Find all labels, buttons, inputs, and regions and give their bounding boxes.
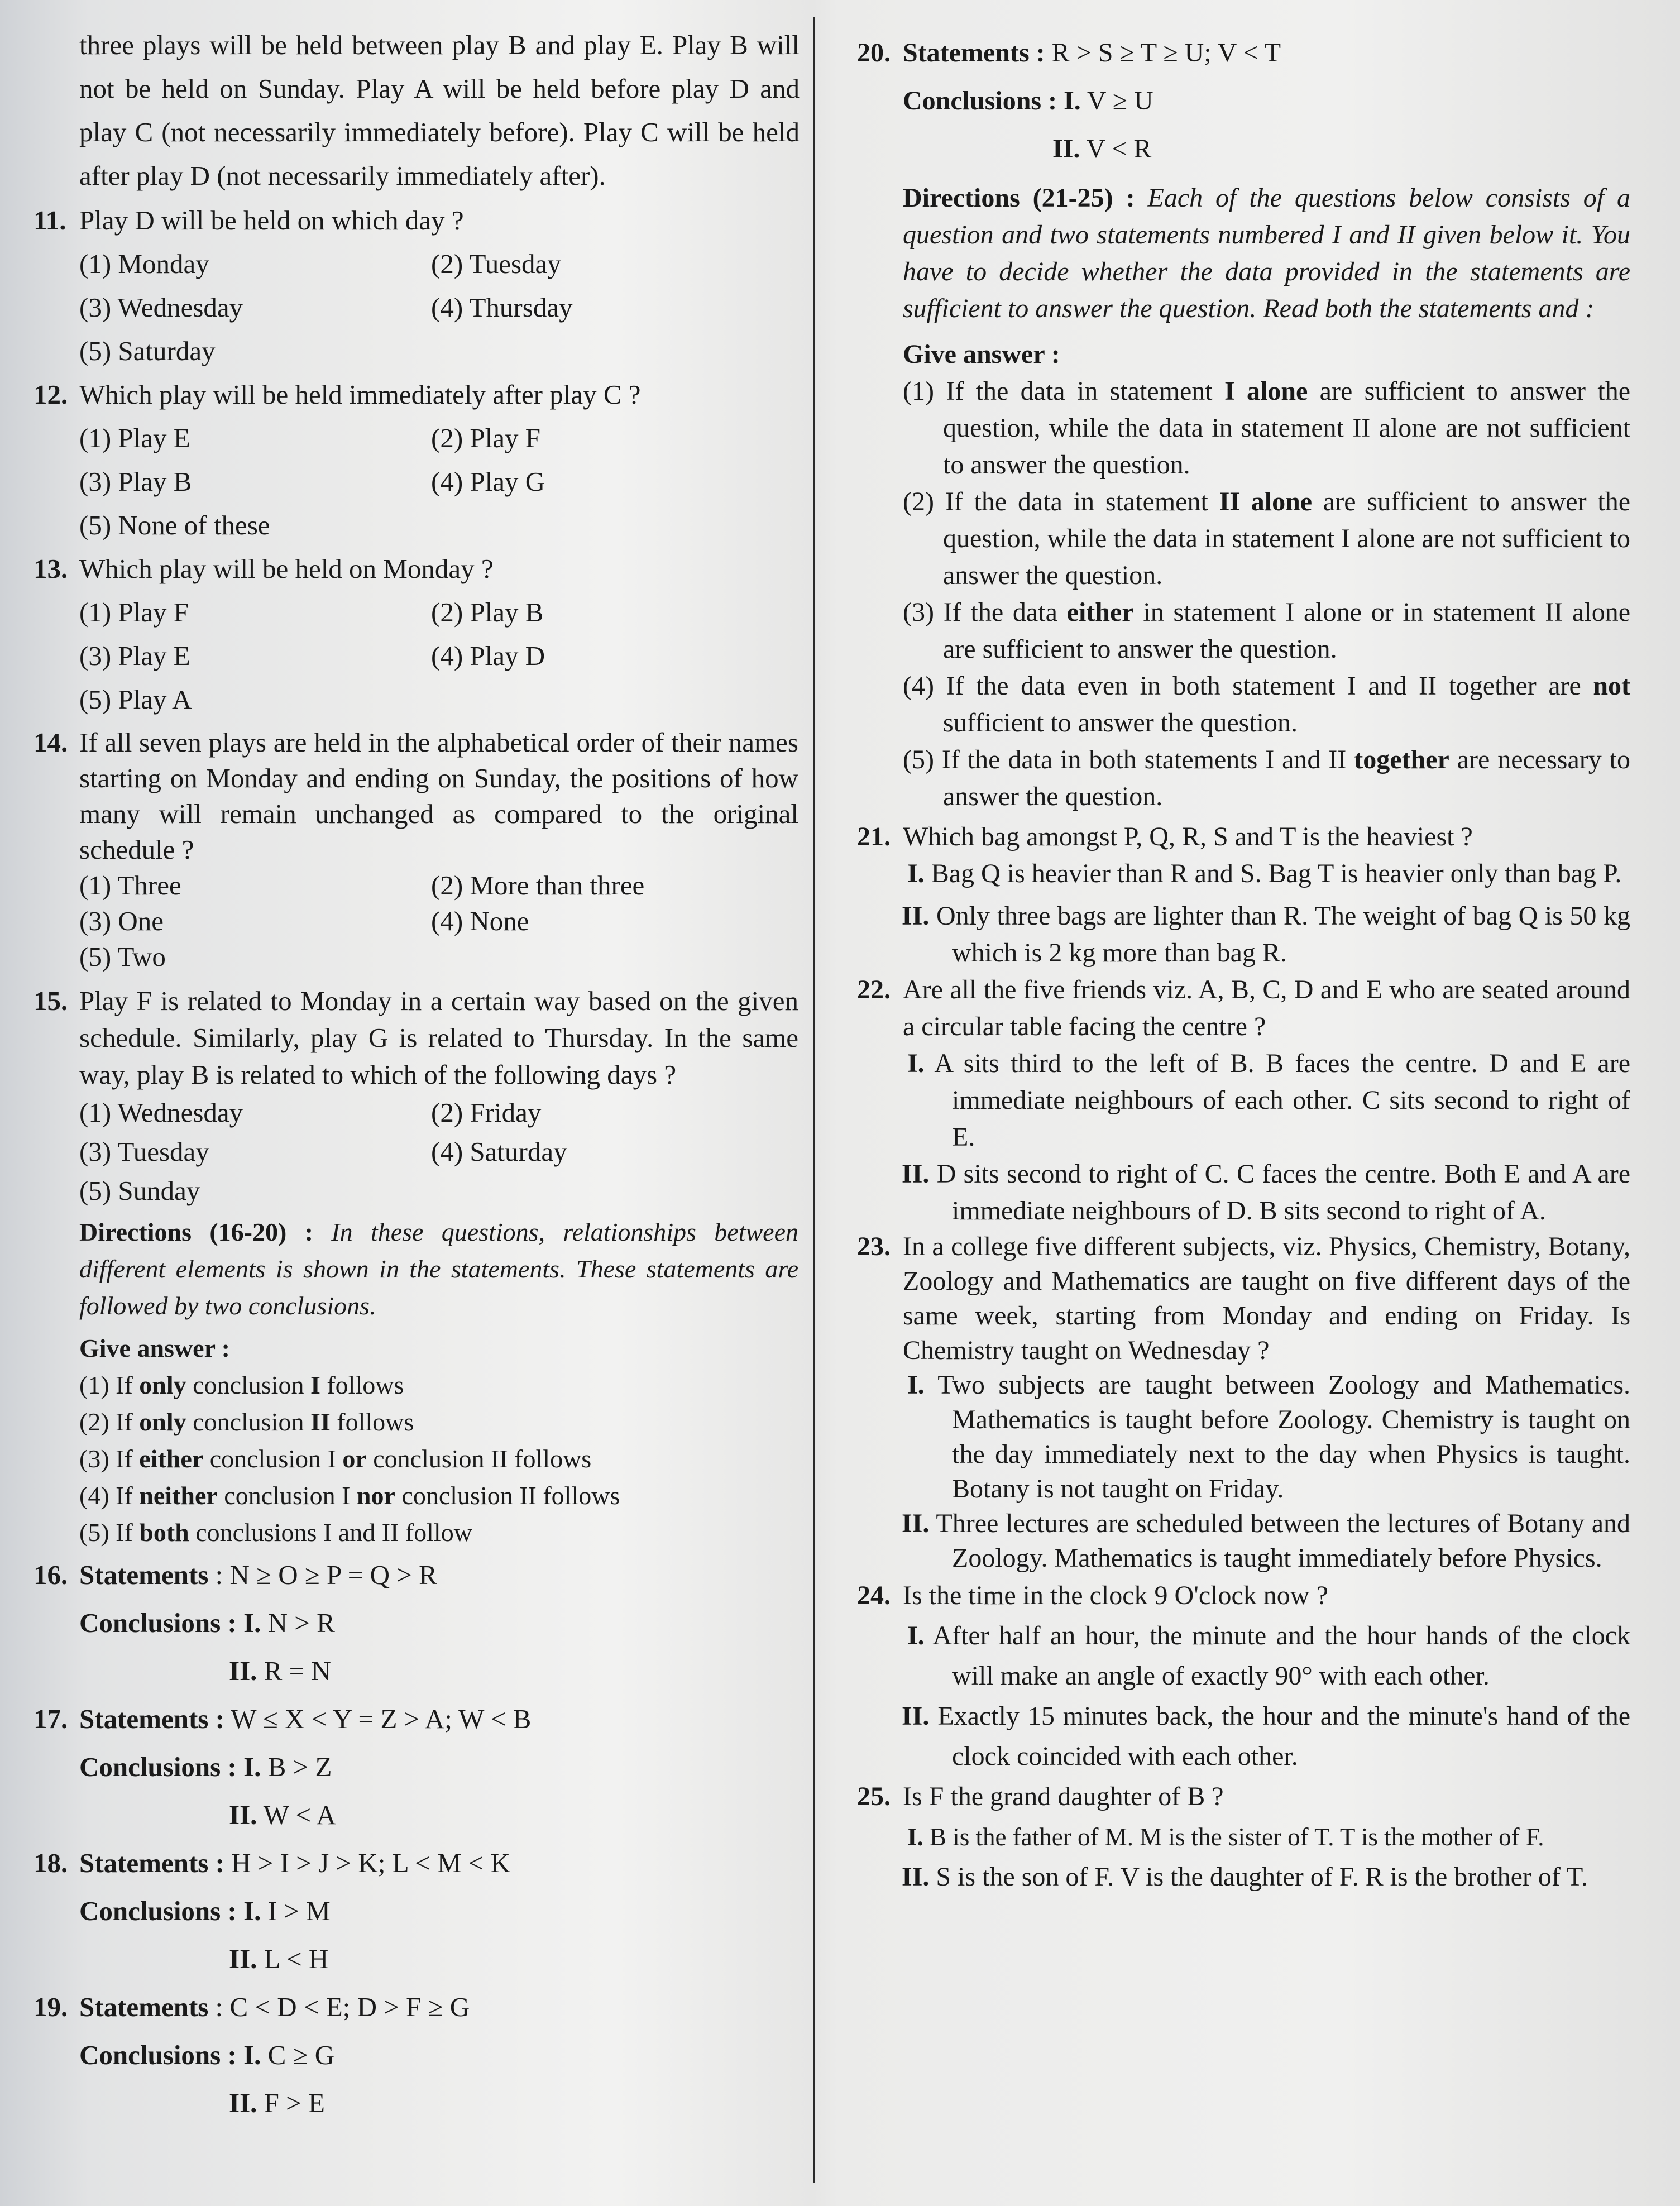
answer-key-item: (4) If neither conclusion I nor conclusion II follows — [79, 1481, 620, 1510]
option[interactable]: (5) Saturday — [79, 336, 216, 366]
answer-key-list — [903, 373, 1630, 815]
question-text: In a college five different subjects, viz. Physics, Chemistry, Botany, Zoology and Mathematics are taught on five different days of the same week, starting from Monday and ending on Friday. Is Chemistry taught on Wednesday ? — [903, 1232, 1630, 1365]
option[interactable]: (3) One — [79, 906, 164, 936]
conclusion-2: L < H — [264, 1944, 329, 1974]
option[interactable]: (2) Play B — [431, 597, 544, 628]
answer-key-item: (2) If the data in statement II alone are sufficient to answer the question, while the data in statement I alone are not sufficient to answer the question. — [903, 487, 1631, 590]
options — [33, 1093, 798, 1210]
answer-key-item: (4) If the data even in both statement I and II together are not sufficient to answer the question. — [903, 671, 1631, 738]
question-text: Play F is related to Monday in a certain way based on the given schedule. Similarly, play G is related to Thursday. In the same way, play B is related to which of the following days ? — [79, 985, 798, 1090]
question-15 — [33, 983, 798, 1210]
option[interactable]: (5) None of these — [79, 510, 270, 540]
statement-2: II. Only three bags are lighter than R. The weight of bag Q is 50 kg which is 2 kg more than bag R. — [902, 901, 1631, 968]
statement-1: I. Bag Q is heavier than R and S. Bag T is heavier only than bag P. — [907, 859, 1622, 888]
question-text: Play D will be held on which day ? — [79, 205, 464, 236]
option[interactable]: (5) Sunday — [79, 1175, 200, 1206]
option[interactable]: (1) Play F — [79, 597, 189, 628]
conclusion-1: I > M — [267, 1896, 331, 1926]
options — [33, 868, 798, 975]
answer-key-item: (1) If the data in statement I alone are sufficient to answer the question, while the data in statement II alone are not sufficient to answer the question. — [903, 376, 1631, 480]
conclusion-2-label: II. — [229, 1655, 257, 1686]
question-text: Is the time in the clock 9 O'clock now ? — [903, 1581, 1328, 1610]
directions-text: Each of the questions below consists of a question and two statements numbered I and II given below it. You have to decide whether the data provided in the statements are sufficient to answer the question. Read both the statements and : — [903, 183, 1630, 323]
statement-2: II. Exactly 15 minutes back, the hour and the minute's hand of the clock coincided with each other. — [902, 1701, 1631, 1771]
statements: R > S ≥ T ≥ U; V < T — [1051, 38, 1281, 68]
question-25 — [857, 1777, 1630, 1897]
statements-label: Statements — [79, 1992, 209, 2022]
conclusion-1: N > R — [267, 1607, 335, 1638]
question-number: 12. — [33, 379, 68, 410]
conclusion-1: V ≥ U — [1087, 86, 1153, 116]
option[interactable]: (3) Play E — [79, 640, 190, 671]
puzzle-intro: three plays will be held between play B and play E. Play B will not be held on Sunday. Play A will be held before play D and play C (not necessarily immediately before). Play C will be held after play D (not necessarily immediately after). — [79, 30, 800, 191]
options — [33, 242, 798, 373]
question-13 — [33, 547, 798, 721]
option[interactable]: (4) Saturday — [431, 1136, 567, 1167]
option[interactable]: (4) Play G — [431, 466, 545, 497]
conclusions-label: Conclusions : I. — [79, 1607, 261, 1638]
question-16 — [33, 1551, 798, 1695]
conclusion-2: F > E — [264, 2088, 325, 2118]
conclusion-2-label: II. — [229, 1944, 257, 1974]
question-number: 14. — [33, 727, 68, 758]
question-text: Which play will be held immediately after play C ? — [79, 379, 641, 410]
conclusion-2: W < A — [263, 1800, 336, 1830]
directions-16-20 — [33, 1214, 798, 1551]
question-12 — [33, 373, 798, 547]
answer-key-item: (3) If the data either in statement I alone or in statement II alone are sufficient to answer the question. — [903, 597, 1630, 664]
statement-1: I. A sits third to the left of B. B faces the centre. D and E are immediate neighbours of each other. C sits second to right of E. — [907, 1049, 1630, 1152]
statement-questions — [33, 1551, 798, 2127]
option[interactable]: (3) Tuesday — [79, 1136, 209, 1167]
question-number: 19. — [33, 1992, 68, 2022]
statements: W ≤ X < Y = Z > A; W < B — [231, 1703, 532, 1734]
question-text: Which bag amongst P, Q, R, S and T is the heaviest ? — [903, 822, 1473, 851]
conclusion-1: B > Z — [267, 1752, 332, 1782]
directions-heading: Directions (16-20) : — [79, 1218, 313, 1246]
question-text: Is F the grand daughter of B ? — [903, 1782, 1224, 1811]
question-number: 18. — [33, 1848, 68, 1878]
question-number: 24. — [857, 1581, 891, 1610]
answer-key-item: (5) If both conclusions I and II follow — [79, 1518, 472, 1547]
statement-2: II. Three lectures are scheduled between the lectures of Botany and Zoology. Mathematics is taught immediately before Physics. — [902, 1509, 1630, 1573]
option[interactable]: (2) Play F — [431, 423, 540, 453]
conclusions-label: Conclusions : I. — [79, 1896, 261, 1926]
question-11 — [33, 199, 798, 373]
option[interactable]: (4) Play D — [431, 640, 545, 671]
conclusion-2-label: II. — [229, 1800, 257, 1830]
options — [33, 591, 798, 721]
statements-label: Statements : — [79, 1703, 224, 1734]
question-17 — [33, 1695, 798, 1839]
question-number: 21. — [857, 822, 891, 851]
question-number: 25. — [857, 1782, 891, 1811]
answer-key-item: (2) If only conclusion II follows — [79, 1408, 414, 1436]
statements-label: Statements : — [79, 1848, 224, 1878]
question-text: If all seven plays are held in the alphabetical order of their names starting on Monday and ending on Sunday, the positions of how many will remain unchanged as compared to the original schedule ? — [79, 727, 798, 865]
answer-key-item: (1) If only conclusion I follows — [79, 1371, 404, 1399]
statements: H > I > J > K; L < M < K — [231, 1848, 510, 1878]
option[interactable]: (1) Monday — [79, 248, 209, 279]
statement-1: I. B is the father of M. M is the sister of T. T is the mother of F. — [907, 1823, 1544, 1851]
conclusion-1: C ≥ G — [267, 2040, 335, 2070]
option[interactable]: (4) None — [431, 906, 529, 936]
right-column — [857, 0, 1630, 1897]
statement-2: II. S is the son of F. V is the daughter of F. R is the brother of T. — [902, 1862, 1588, 1892]
give-answer-heading: Give answer : — [903, 339, 1060, 369]
statement-1: I. After half an hour, the minute and the hour hands of the clock will make an angle of exactly 90° with each other. — [907, 1621, 1631, 1691]
directions-text: In these questions, relationships between different elements is shown in the statements. These statements are followed by two conclusions. — [79, 1218, 798, 1320]
left-column — [33, 0, 798, 2127]
conclusion-2-label: II. — [229, 2088, 257, 2118]
question-21 — [857, 819, 1630, 972]
question-19 — [33, 1983, 798, 2127]
option[interactable]: (1) Three — [79, 870, 181, 901]
question-23 — [857, 1229, 1630, 1576]
question-number: 16. — [33, 1559, 68, 1590]
statements: : C < D < E; D > F ≥ G — [215, 1992, 470, 2022]
option[interactable]: (1) Wednesday — [79, 1097, 243, 1128]
question-number: 15. — [33, 985, 68, 1016]
question-24 — [857, 1576, 1630, 1777]
question-number: 23. — [857, 1232, 891, 1261]
conclusions-label: Conclusions : I. — [79, 2040, 261, 2070]
option[interactable]: (5) Two — [79, 941, 166, 972]
option[interactable]: (2) More than three — [431, 870, 645, 901]
statements: : N ≥ O ≥ P = Q > R — [215, 1559, 437, 1590]
statement-1: I. Two subjects are taught between Zoology and Mathematics. Mathematics is taught before Zoology. Chemistry is taught on the day immediately next to the day when Physics is taught. Botany is not taught on Friday. — [907, 1370, 1630, 1504]
question-14 — [33, 725, 798, 975]
question-number: 11. — [33, 205, 66, 236]
answer-key-item: (3) If either conclusion I or conclusion II follows — [79, 1444, 592, 1473]
statements-label: Statements — [79, 1559, 209, 1590]
question-number: 13. — [33, 553, 68, 584]
option[interactable]: (3) Wednesday — [79, 292, 243, 323]
option[interactable]: (5) Play A — [79, 684, 192, 715]
question-22 — [857, 972, 1630, 1229]
question-number: 20. — [857, 38, 891, 68]
option[interactable]: (2) Friday — [431, 1097, 542, 1128]
question-text: Which play will be held on Monday ? — [79, 553, 494, 584]
give-answer-heading: Give answer : — [79, 1334, 231, 1362]
option[interactable]: (4) Thursday — [431, 292, 573, 323]
conclusions-label: Conclusions : I. — [79, 1752, 261, 1782]
question-number: 22. — [857, 975, 891, 1004]
option[interactable]: (2) Tuesday — [431, 248, 561, 279]
statement-2: II. D sits second to right of C. C faces the centre. Both E and A are immediate neighbours of D. B sits second to right of A. — [902, 1159, 1630, 1226]
option[interactable]: (1) Play E — [79, 423, 190, 453]
question-18 — [33, 1839, 798, 1983]
question-20 — [857, 0, 1630, 173]
question-text: Are all the five friends viz. A, B, C, D and E who are seated around a circular table facing the centre ? — [903, 975, 1630, 1041]
conclusions-label: Conclusions : I. — [903, 86, 1081, 116]
column-divider — [813, 17, 815, 2183]
conclusion-2-label: II. — [1052, 134, 1080, 164]
options — [33, 417, 798, 547]
conclusion-2: R = N — [264, 1655, 331, 1686]
conclusion-2: V < R — [1086, 134, 1152, 164]
answer-key-list — [79, 1367, 798, 1551]
statements-label: Statements : — [903, 38, 1045, 68]
directions-heading: Directions (21-25) : — [903, 183, 1135, 213]
question-number: 17. — [33, 1703, 68, 1734]
answer-key-item: (5) If the data in both statements I and II together are necessary to answer the question. — [903, 745, 1631, 811]
option[interactable]: (3) Play B — [79, 466, 192, 497]
directions-21-25 — [857, 180, 1630, 815]
